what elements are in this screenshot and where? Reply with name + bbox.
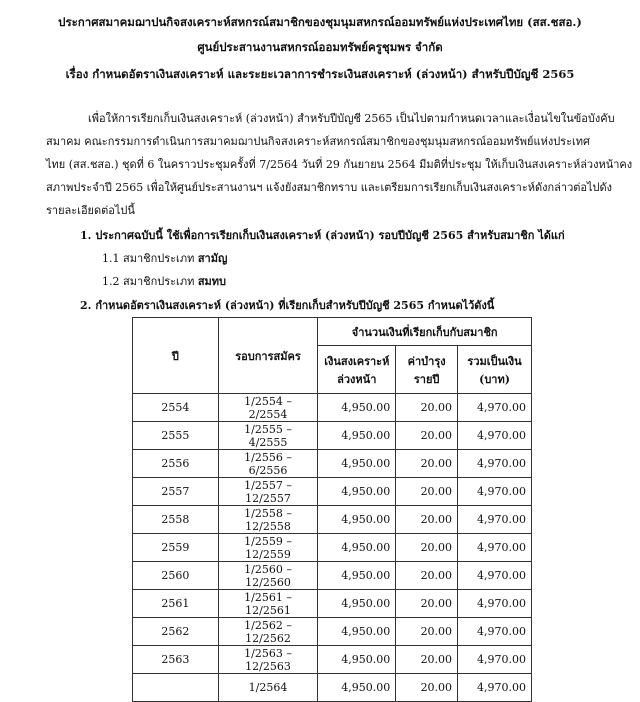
cell-round: 1/2554 – 2/2554: [218, 394, 318, 422]
table-row: [133, 394, 532, 422]
cell-total: 4,970.00: [458, 562, 532, 590]
cell-year: [133, 674, 219, 702]
col-header-fee: ค่าบำรุง รายปี: [396, 346, 458, 394]
cell-total: 4,970.00: [458, 674, 532, 702]
cell-round: 1/2563 – 12/2563: [218, 646, 318, 674]
cell-fee: 20.00: [396, 394, 458, 422]
cell-welfare: 4,950.00: [318, 562, 396, 590]
cell-fee: 20.00: [396, 450, 458, 478]
cell-round: 1/2562 – 12/2562: [218, 618, 318, 646]
cell-round: 1/2561 – 12/2561: [218, 590, 318, 618]
cell-round: 1/2559 – 12/2559: [218, 534, 318, 562]
paragraph-line-1: เพื่อให้การเรียกเก็บเงินสงเคราะห์ (ล่วงหน้า) สำหรับปีบัญชี 2565 เป็นไปตามกำหนดเวลาและเงื่อนไขในข้อบังคับ: [88, 112, 615, 125]
header-organization: ศูนย์ประสานงานสหกรณ์ออมทรัพย์ครูชุมพร จำกัด: [197, 40, 443, 54]
cell-year: 2563: [133, 646, 219, 674]
col-header-welfare: เงินสงเคราะห์ ล่วงหน้า: [318, 346, 396, 394]
cell-fee: 20.00: [396, 674, 458, 702]
paragraph-line-3: ไทย (สส.ชสอ.) ชุดที่ 6 ในคราวประชุมครั้งที่ 7/2564 วันที่ 29 กันยายน 2564 มีมติที่ประชุม ให้เก็บเงินสงเคราะห์ล่วงหน้าคง: [46, 158, 633, 171]
item-1-1: [102, 253, 227, 264]
cell-welfare: 4,950.00: [318, 646, 396, 674]
member-type-associate: สมทบ: [197, 275, 227, 288]
table-row: [133, 506, 532, 534]
col-header-group: จำนวนเงินที่เรียกเก็บกับสมาชิก: [318, 318, 532, 346]
table-row: [133, 590, 532, 618]
cell-welfare: 4,950.00: [318, 506, 396, 534]
cell-total: 4,970.00: [458, 450, 532, 478]
cell-year: 2555: [133, 422, 219, 450]
cell-round: 1/2564: [218, 674, 318, 702]
col-header-total: รวมเป็นเงิน (บาท): [458, 346, 532, 394]
paragraph-line-4: สภาพประจำปี 2565 เพื่อให้ศูนย์ประสานงานฯ แจ้งยังสมาชิกทราบ และเตรียมการเรียกเก็บเงินสงเคราะห์ดังกล่าวต่อไปดัง: [46, 181, 613, 194]
table-row: [133, 674, 532, 702]
paragraph-line-2: สมาคม คณะกรรมการดำเนินการสมาคมฌาปนกิจสงเคราะห์สหกรณ์สมาชิกของชุมนุมสหกรณ์ออมทรัพย์แห่งประเทศ: [46, 135, 590, 148]
cell-welfare: 4,950.00: [318, 450, 396, 478]
table-row: [133, 450, 532, 478]
cell-fee: 20.00: [396, 534, 458, 562]
cell-total: 4,970.00: [458, 534, 532, 562]
cell-year: 2554: [133, 394, 219, 422]
table-row: [133, 534, 532, 562]
cell-year: 2556: [133, 450, 219, 478]
header-subject: เรื่อง กำหนดอัตราเงินสงเคราะห์ และระยะเวลาการชำระเงินสงเคราะห์ (ล่วงหน้า) สำหรับปีบัญชี 2565: [65, 67, 575, 81]
cell-welfare: 4,950.00: [318, 534, 396, 562]
cell-year: 2562: [133, 618, 219, 646]
col-header-round: รอบการสมัคร: [218, 318, 318, 394]
cell-welfare: 4,950.00: [318, 478, 396, 506]
cell-fee: 20.00: [396, 646, 458, 674]
member-type-regular: สามัญ: [197, 252, 228, 265]
cell-total: 4,970.00: [458, 506, 532, 534]
cell-total: 4,970.00: [458, 618, 532, 646]
cell-round: 1/2557 – 12/2557: [218, 478, 318, 506]
cell-fee: 20.00: [396, 590, 458, 618]
item-1-2: [102, 276, 226, 287]
cell-year: 2561: [133, 590, 219, 618]
cell-fee: 20.00: [396, 506, 458, 534]
cell-welfare: 4,950.00: [318, 590, 396, 618]
cell-total: 4,970.00: [458, 422, 532, 450]
cell-total: 4,970.00: [458, 646, 532, 674]
cell-fee: 20.00: [396, 562, 458, 590]
cell-welfare: 4,950.00: [318, 674, 396, 702]
cell-year: 2557: [133, 478, 219, 506]
cell-fee: 20.00: [396, 478, 458, 506]
cell-round: 1/2555 – 4/2555: [218, 422, 318, 450]
cell-welfare: 4,950.00: [318, 422, 396, 450]
table-row: [133, 478, 532, 506]
cell-total: 4,970.00: [458, 394, 532, 422]
cell-fee: 20.00: [396, 618, 458, 646]
cell-welfare: 4,950.00: [318, 394, 396, 422]
table-row: [133, 422, 532, 450]
cell-year: 2558: [133, 506, 219, 534]
item-1-2-prefix: 1.2 สมาชิกประเภท: [102, 275, 198, 288]
cell-total: 4,970.00: [458, 478, 532, 506]
cell-fee: 20.00: [396, 422, 458, 450]
cell-round: 1/2556 – 6/2556: [218, 450, 318, 478]
cell-year: 2559: [133, 534, 219, 562]
item-2: 2. กำหนดอัตราเงินสงเคราะห์ (ล่วงหน้า) ที่เรียกเก็บสำหรับปีบัญชี 2565 กำหนดไว้ดังนี้: [80, 299, 495, 312]
cell-year: 2560: [133, 562, 219, 590]
cell-welfare: 4,950.00: [318, 618, 396, 646]
item-1: 1. ประกาศฉบับนี้ ใช้เพื่อการเรียกเก็บเงินสงเคราะห์ (ล่วงหน้า) รอบปีบัญชี 2565 สำหรับสมาชิก ได้แก่: [80, 229, 565, 242]
table-row: [133, 562, 532, 590]
paragraph-line-5: รายละเอียดต่อไปนี้: [46, 204, 135, 217]
item-1-1-prefix: 1.1 สมาชิกประเภท: [102, 252, 198, 265]
col-header-year: ปี: [133, 318, 219, 394]
header-title: ประกาศสมาคมฌาปนกิจสงเคราะห์สหกรณ์สมาชิกของชุมนุมสหกรณ์ออมทรัพย์แห่งประเทศไทย (สส.ชสอ.): [58, 15, 582, 29]
table-row: [133, 618, 532, 646]
table-row: [133, 646, 532, 674]
cell-total: 4,970.00: [458, 590, 532, 618]
rate-table: [132, 317, 532, 702]
cell-round: 1/2560 – 12/2560: [218, 562, 318, 590]
cell-round: 1/2558 – 12/2558: [218, 506, 318, 534]
